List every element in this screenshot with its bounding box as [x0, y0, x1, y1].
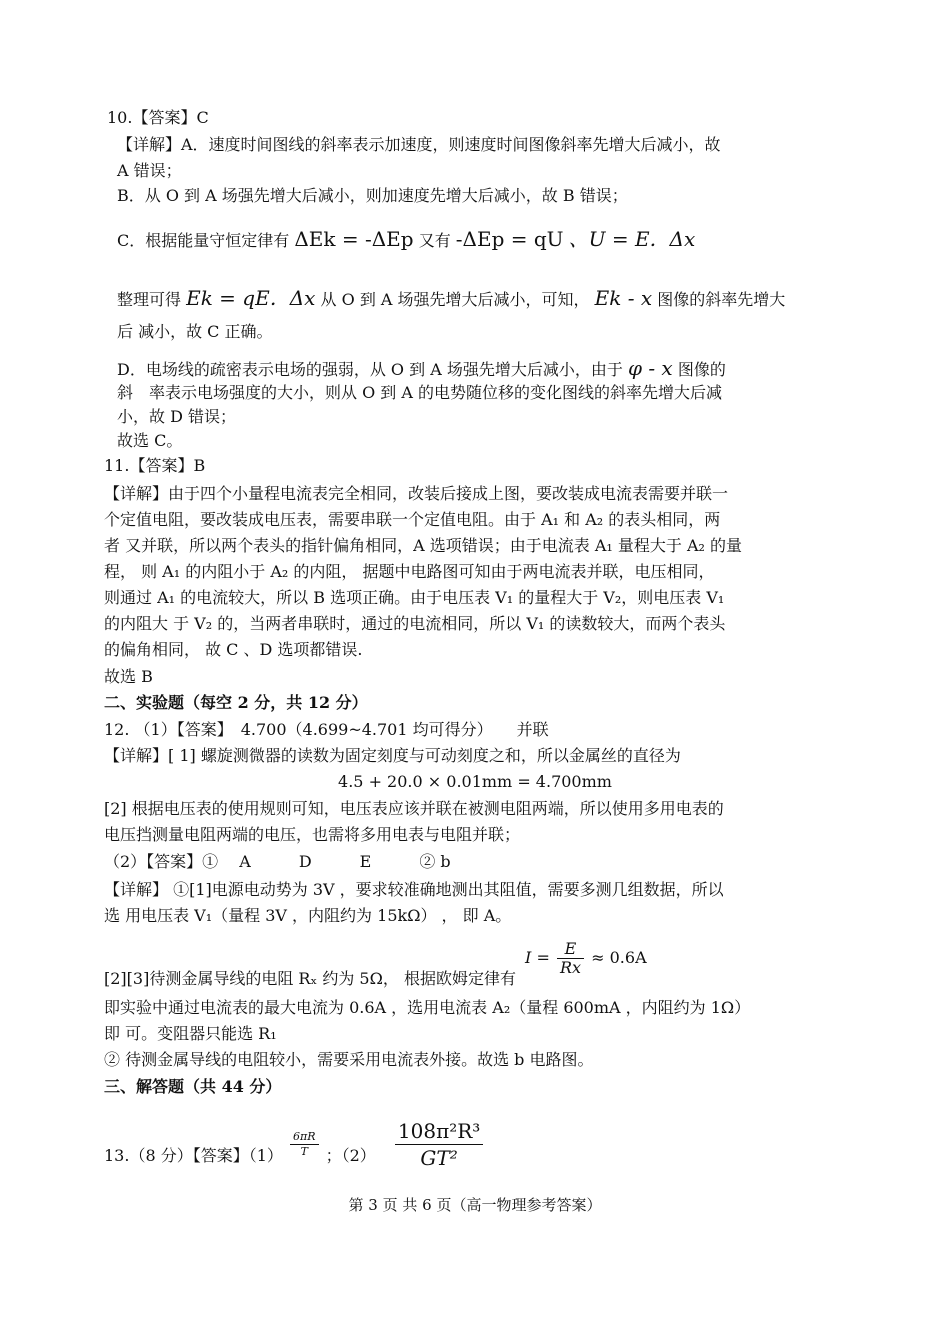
- q10-explain-d-line2: 斜 率表示电场强度的大小，则从 O 到 A 的电势随位移的变化图线的斜率先增大后减: [117, 383, 723, 402]
- q10-explain-d-line1: [117, 357, 726, 381]
- page-footer: 第 3 页 共 6 页（高一物理参考答案）: [348, 1196, 602, 1214]
- q11-explain-line6: 的内阻大 于 V₂ 的，当两者串联时，通过的电流相同，所以 V₁ 的读数较大，而两个表头: [104, 614, 726, 633]
- q10-d1-text: D．电场线的疏密表示电场的强弱，从 O 到 A 场强先增大后减小，由于: [117, 360, 623, 379]
- q13-fraction-1-denominator: T: [300, 1145, 308, 1158]
- q10-c2-text-tail: 图像的斜率先增大: [657, 290, 786, 309]
- q13-fraction-1-numerator: 6πR: [290, 1130, 319, 1145]
- q10-d1-equation: φ - x: [627, 356, 673, 380]
- q12-explain-line7: 即实验中通过电流表的最大电流为 0.6A ，选用电流表 A₂（量程 600mA ，内阻约为 1Ω）: [104, 998, 751, 1017]
- q11-explain-line3: 者 又并联，所以两个表头的指针偏角相同，A 选项错误；由于电流表 A₁ 量程大于 A₂ 的量: [104, 536, 743, 555]
- q12-ohm-result: ≈ 0.6A: [591, 948, 647, 967]
- q12-ohm-numerator: E: [557, 940, 584, 959]
- q12-explain-line6: [104, 939, 647, 988]
- q11-explain-line7: 的偏角相同， 故 C 、D 选项都错误.: [104, 640, 363, 659]
- q12-explain-line4: 【详解】 ①[1]电源电动势为 3V ，要求较准确地测出其阻值，需要多测几组数据，所以: [104, 880, 724, 899]
- q10-answer-heading: 10.【答案】C: [107, 108, 209, 127]
- q13-fraction-2: [395, 1118, 483, 1171]
- q13-answer: [104, 1118, 485, 1171]
- q11-explain-line4: 程， 则 A₁ 的内阻小于 A₂ 的内阻， 据题中电路图可知由于两电流表并联，电压相同，: [104, 562, 715, 581]
- q10-c-equation-field: 、U = E．Δx: [568, 227, 696, 251]
- q12-explain-line5: 选 用电压表 V₁（量程 3V ，内阻约为 15kΩ） ， 即 A。: [104, 906, 512, 925]
- q12-ohm-text: [2][3]待测金属导线的电阻 Rₓ 约为 5Ω， 根据欧姆定律有: [104, 969, 516, 988]
- q10-explain-b: B．从 O 到 A 场强先增大后减小，则加速度先增大后减小，故 B 错误；: [117, 186, 628, 205]
- q12-explain-line3: 电压挡测量电阻两端的电压，也需将多用电表与电阻并联；: [104, 825, 521, 844]
- q11-conclusion: 故选 B: [104, 667, 153, 686]
- q10-d1-text-tail: 图像的: [677, 360, 726, 379]
- q10-c2-text-mid: 从 O 到 A 场强先增大后减小，可知，: [320, 290, 590, 309]
- q10-explain-c-line3: 后 减小，故 C 正确。: [117, 322, 273, 341]
- q12-calculation: 4.5 + 20.0 × 0.01mm = 4.700mm: [338, 772, 612, 791]
- q13-answer-text: 13.（8 分）【答案】（1）: [104, 1146, 283, 1165]
- q10-explain-a-line1: 【详解】A．速度时间图线的斜率表示加速度，则速度时间图像斜率先增大后减小，故: [117, 135, 721, 154]
- q11-answer-heading: 11.【答案】B: [104, 456, 206, 475]
- q12-answer-1: 12. （1）【答案】 4.700（4.699~4.701 均可得分） 并联: [104, 720, 549, 739]
- q12-explain-line9: ② 待测金属导线的电阻较小，需要采用电流表外接。故选 b 电路图。: [104, 1050, 594, 1069]
- section-heading-solutions: 三、解答题（共 44 分）: [104, 1077, 282, 1096]
- q12-ohm-denominator: Rx: [559, 958, 582, 977]
- q11-explain-line1: 【详解】由于四个小量程电流表完全相同，改装后接成上图，要改装成电流表需要并联一: [104, 484, 729, 503]
- q12-explain-line1: 【详解】[ 1] 螺旋测微器的读数为固定刻度与可动刻度之和，所以金属丝的直径为: [104, 746, 681, 765]
- q10-c2-text: 整理可得: [117, 290, 182, 309]
- q13-answer-separator: ；（2）: [325, 1146, 376, 1165]
- q12-explain-line8: 即 可。变阻器只能选 R₁: [104, 1024, 277, 1043]
- q10-explain-d-line3: 小，故 D 错误；: [117, 407, 237, 426]
- q10-c-equation-energy: ΔEk = -ΔEp: [294, 227, 414, 251]
- q10-explain-c-line2: [117, 287, 785, 311]
- q10-c-text: C．根据能量守恒定律有: [117, 231, 290, 250]
- q11-explain-line2: 个定值电阻，要改装成电压表，需要串联一个定值电阻。由于 A₁ 和 A₂ 的表头相同，两: [104, 510, 721, 529]
- q10-c-connector: 又有: [418, 231, 451, 250]
- q10-explain-c-line1: [117, 228, 695, 252]
- q12-answer-2: （2）【答案】① A D E ② b: [104, 852, 451, 871]
- q13-fraction-1: [290, 1130, 319, 1159]
- q10-conclusion: 故选 C。: [117, 431, 183, 450]
- q10-c-equation-potential: -ΔEp = qU: [455, 227, 564, 251]
- q10-c2-equation: Ek = qE．Δx: [186, 286, 316, 310]
- q13-fraction-2-denominator: GT²: [420, 1146, 458, 1170]
- section-heading-experiment: 二、实验题（每空 2 分，共 12 分）: [104, 693, 368, 712]
- q10-c2-equation-ek-x: Ek - x: [594, 286, 653, 310]
- q13-fraction-2-numerator: 108π²R³: [395, 1118, 483, 1145]
- q12-ohm-lhs: I =: [525, 948, 550, 967]
- q12-ohm-fraction: [557, 940, 584, 977]
- q10-explain-a-line2: A 错误；: [117, 161, 182, 180]
- q11-explain-line5: 则通过 A₁ 的电流较大，所以 B 选项正确。由于电压表 V₁ 的量程大于 V₂，则电压表 V₁: [104, 588, 725, 607]
- q12-explain-line2: [2] 根据电压表的使用规则可知，电压表应该并联在被测电阻两端，所以使用多用电表的: [104, 799, 724, 818]
